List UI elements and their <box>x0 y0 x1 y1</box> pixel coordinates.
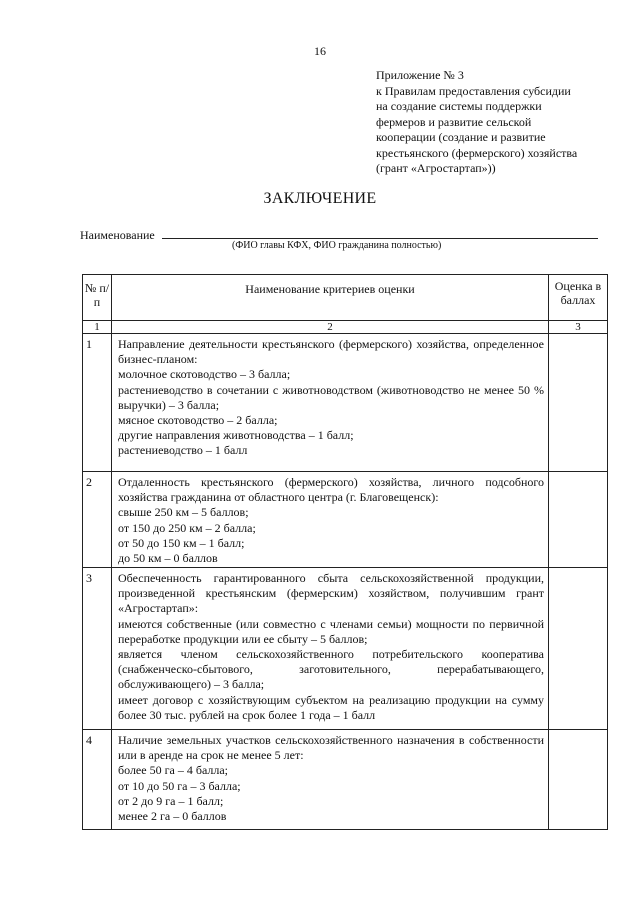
column-index: 3 <box>549 321 608 334</box>
header-score: Оценка в баллах <box>549 275 608 321</box>
criteria-line: от 10 до 50 га – 3 балла; <box>118 778 241 793</box>
row-number: 4 <box>83 730 112 830</box>
criteria-line: Направление деятельности крестьянского (фермерского) хозяйства, определенное бизнес-планом: <box>118 337 544 367</box>
criteria-table <box>82 274 608 830</box>
criteria-line: более 50 га – 4 балла; <box>118 763 229 778</box>
name-fill-line[interactable] <box>162 238 598 239</box>
name-hint: (ФИО главы КФХ, ФИО гражданина полностью) <box>232 240 442 251</box>
column-index: 1 <box>83 321 112 334</box>
header-num: № п/п <box>83 275 112 321</box>
header-criteria: Наименование критериев оценки <box>112 275 549 321</box>
criteria-line: свыше 250 км – 5 баллов; <box>118 505 249 520</box>
row-number: 3 <box>83 568 112 730</box>
column-index-row <box>83 321 608 334</box>
criteria-line: менее 2 га – 0 баллов <box>118 809 227 824</box>
score-cell[interactable] <box>549 472 608 568</box>
criteria-line: Обеспеченность гарантированного сбыта сельскохозяйственной продукции, произведенной крестьянским (фермерским) хозяйством, получившим грант «Агростартап»: <box>118 571 544 616</box>
page-number: 16 <box>314 44 326 58</box>
criteria-text <box>112 334 549 472</box>
criteria-line: является членом сельскохозяйственного потребительского кооператива (снабженческо-сбытового, заготовительного, перерабатывающего, обслуживающего) – 3 балла; <box>118 647 544 692</box>
name-label: Наименование <box>80 228 155 242</box>
criteria-line: от 2 до 9 га – 1 балл; <box>118 793 224 808</box>
appendix-line: фермеров и развитие сельской <box>376 114 532 129</box>
column-index: 2 <box>112 321 549 334</box>
score-cell[interactable] <box>549 334 608 472</box>
table-row <box>83 730 608 830</box>
criteria-text <box>112 568 549 730</box>
table-row <box>83 568 608 730</box>
table-header-row <box>83 275 608 321</box>
appendix-line: Приложение № 3 <box>376 68 464 82</box>
criteria-line: растениеводство – 1 балл <box>118 443 248 458</box>
row-number: 2 <box>83 472 112 568</box>
criteria-line: от 150 до 250 км – 2 балла; <box>118 520 256 535</box>
criteria-line: Наличие земельных участков сельскохозяйственного назначения в собственности или в аренде на срок не менее 5 лет: <box>118 733 544 763</box>
row-number: 1 <box>83 334 112 472</box>
criteria-line: имеет договор с хозяйствующим субъектом на реализацию продукции на сумму более 30 тыс. рублей на срок более 1 года – 1 балл <box>118 692 544 722</box>
appendix-line: на создание системы поддержки <box>376 99 542 113</box>
table-row <box>83 334 608 472</box>
criteria-line: имеются собственные (или совместно с членами семьи) мощности по первичной переработке продукции или ее сбыту – 5 баллов; <box>118 616 544 646</box>
criteria-line: молочное скотоводство – 3 балла; <box>118 367 291 382</box>
score-cell[interactable] <box>549 568 608 730</box>
criteria-line: Отдаленность крестьянского (фермерского) хозяйства, личного подсобного хозяйства гражданина от областного центра (г. Благовещенск): <box>118 475 544 505</box>
document-title: ЗАКЛЮЧЕНИЕ <box>263 190 377 207</box>
score-cell[interactable] <box>549 730 608 830</box>
criteria-line: мясное скотоводство – 2 балла; <box>118 413 278 428</box>
criteria-line: до 50 км – 0 баллов <box>118 551 218 566</box>
criteria-line: другие направления животноводства – 1 балл; <box>118 428 354 443</box>
criteria-line: растениеводство в сочетании с животноводством (животноводство не менее 50 % выручки) – 3 балла; <box>118 382 544 412</box>
table-row <box>83 472 608 568</box>
appendix-header <box>376 68 616 177</box>
criteria-text <box>112 730 549 830</box>
appendix-line: (грант «Агростартап»)) <box>376 161 496 175</box>
appendix-line: крестьянского (фермерского) хозяйства <box>376 145 578 160</box>
appendix-line: к Правилам предоставления субсидии <box>376 83 571 98</box>
criteria-text <box>112 472 549 568</box>
appendix-line: кооперации (создание и развитие <box>376 130 546 144</box>
criteria-line: от 50 до 150 км – 1 балл; <box>118 535 245 550</box>
